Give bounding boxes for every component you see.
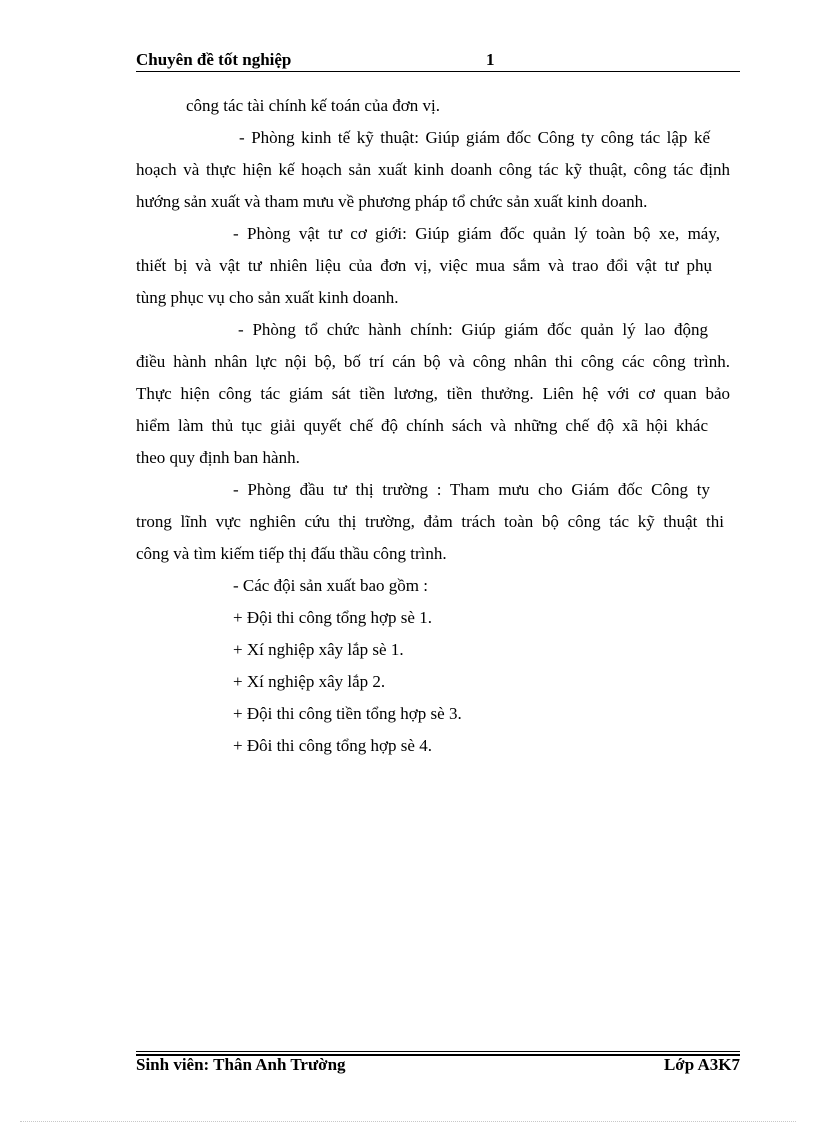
class-label: Lớp A3K7 (663, 1055, 740, 1074)
text-line: Thực hiện công tác giám sát tiền lương, tiền thưởng. Liên hệ với cơ quan bảo (136, 384, 730, 403)
page-edge (20, 1121, 796, 1122)
footer-rule (136, 1051, 740, 1052)
text-line: công tác tài chính kế toán của đơn vị. (186, 96, 440, 115)
text-line: hiểm làm thủ tục giải quyết chế độ chính sách và những chế độ xã hội khác (136, 416, 708, 435)
list-item: + Đội thi công tiền tổng hợp sè 3. (233, 704, 462, 723)
text-line: - Phòng tổ chức hành chính: Giúp giám đốc quản lý lao động (238, 320, 708, 339)
text-line: - Phòng vật tư cơ giới: Giúp giám đốc quản lý toàn bộ xe, máy, (233, 224, 720, 243)
page-footer (136, 1055, 740, 1077)
document-title: Chuyên đề tốt nghiệp (136, 50, 292, 69)
text-line: - Phòng kinh tế kỹ thuật: Giúp giám đốc Công ty công tác lập kế (239, 128, 710, 147)
text-line: trong lĩnh vực nghiên cứu thị trường, đảm trách toàn bộ công tác kỹ thuật thi (136, 512, 724, 531)
text-line: tùng phục vụ cho sản xuất kinh doanh. (136, 288, 399, 307)
list-item: + Xí nghiệp xây lắp sè 1. (233, 640, 404, 659)
page-number: 1 (486, 50, 495, 69)
text-line: hoạch và thực hiện kế hoạch sản xuất kinh doanh công tác kỹ thuật, công tác định (136, 160, 730, 179)
page-header (136, 48, 740, 70)
list-item: + Xí nghiệp xây lắp 2. (233, 672, 386, 691)
text-line: điều hành nhân lực nội bộ, bố trí cán bộ và công nhân thi công các công trình. (136, 352, 730, 371)
document-body (136, 90, 730, 762)
text-line: hướng sản xuất và tham mưu về phương pháp tổ chức sản xuất kinh doanh. (136, 192, 648, 211)
text-line: - Phòng đầu tư thị trường : Tham mưu cho Giám đốc Công ty (233, 480, 710, 499)
student-name: Sinh viên: Thân Anh Trường (136, 1055, 346, 1074)
header-rule (136, 71, 740, 72)
list-item: + Đội thi công tổng hợp sè 1. (233, 608, 432, 627)
text-line: - Các đội sản xuất bao gồm : (233, 576, 428, 595)
text-line: công và tìm kiếm tiếp thị đấu thầu công trình. (136, 544, 447, 563)
list-item: + Đôi thi công tổng hợp sè 4. (233, 736, 432, 755)
text-line: thiết bị và vật tư nhiên liệu của đơn vị, việc mua sắm và trao đổi vật tư phụ (136, 256, 712, 275)
text-line: theo quy định ban hành. (136, 448, 300, 467)
